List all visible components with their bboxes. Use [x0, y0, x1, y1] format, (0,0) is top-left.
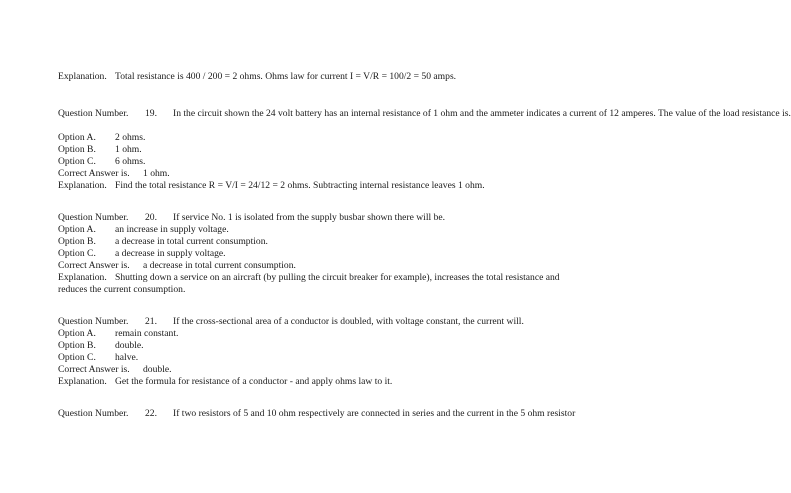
- option-label: Option C.: [58, 248, 96, 259]
- correct-answer-text: double.: [143, 364, 172, 375]
- question-21-option-b: [58, 340, 580, 352]
- explanation-label: Explanation.: [58, 71, 107, 82]
- correct-answer-text: a decrease in total current consumption.: [143, 260, 296, 271]
- question-21-option-a: [58, 328, 580, 340]
- option-text: a decrease in total current consumption.: [115, 236, 268, 247]
- question-number: 19.: [145, 108, 157, 119]
- question-text: In the circuit shown the 24 volt battery has an internal resistance of 1 ohm and the ammeter indicates a current of 12 amperes. The value of the load resistance is.: [173, 108, 791, 119]
- option-text: 2 ohms.: [115, 132, 146, 143]
- option-label: Option A.: [58, 224, 96, 235]
- question-label: Question Number.: [58, 108, 129, 119]
- question-label: Question Number.: [58, 316, 129, 327]
- question-text: If two resistors of 5 and 10 ohm respectively are connected in series and the current in the 5 ohm resistor: [173, 408, 576, 419]
- explanation-label: Explanation.: [58, 180, 107, 191]
- question-label: Question Number.: [58, 408, 129, 419]
- question-19-explanation: [58, 180, 580, 192]
- question-21-explanation: [58, 376, 580, 388]
- correct-answer-text: 1 ohm.: [143, 168, 170, 179]
- option-text: 1 ohm.: [115, 144, 142, 155]
- correct-answer-label: Correct Answer is.: [58, 364, 130, 375]
- option-text: remain constant.: [115, 328, 179, 339]
- question-text: If the cross-sectional area of a conductor is doubled, with voltage constant, the current will.: [173, 316, 524, 327]
- question-20-header: [58, 212, 580, 224]
- question-20-option-a: [58, 224, 580, 236]
- explanation-label: Explanation.: [58, 376, 107, 387]
- option-label: Option B.: [58, 144, 96, 155]
- intro-explanation: [58, 71, 580, 83]
- correct-answer-label: Correct Answer is.: [58, 168, 130, 179]
- question-21-correct-answer: [58, 364, 580, 376]
- option-label: Option C.: [58, 156, 96, 167]
- question-number: 20.: [145, 212, 157, 223]
- question-19-option-c: [58, 156, 580, 168]
- question-number: 21.: [145, 316, 157, 327]
- option-text: a decrease in supply voltage.: [115, 248, 226, 259]
- question-label: Question Number.: [58, 212, 129, 223]
- option-label: Option A.: [58, 132, 96, 143]
- option-text: 6 ohms.: [115, 156, 146, 167]
- question-20-correct-answer: [58, 260, 580, 272]
- option-text: double.: [115, 340, 144, 351]
- question-19-option-b: [58, 144, 580, 156]
- question-number: 22.: [145, 408, 157, 419]
- option-label: Option B.: [58, 236, 96, 247]
- document-page: [58, 0, 791, 493]
- question-21-option-c: [58, 352, 580, 364]
- explanation-text: Get the formula for resistance of a conductor - and apply ohms law to it.: [115, 376, 393, 387]
- explanation-text: Total resistance is 400 / 200 = 2 ohms. Ohms law for current I = V/R = 100/2 = 50 amps.: [115, 71, 457, 82]
- question-20-explanation: [58, 272, 580, 297]
- explanation-label: Explanation.: [58, 272, 107, 283]
- question-21-header: [58, 316, 580, 328]
- question-22-header: [58, 408, 580, 420]
- option-text: halve.: [115, 352, 139, 363]
- option-label: Option B.: [58, 340, 96, 351]
- question-20-option-c: [58, 248, 580, 260]
- option-text: an increase in supply voltage.: [115, 224, 229, 235]
- explanation-text: Find the total resistance R = V/I = 24/12 = 2 ohms. Subtracting internal resistance leaves 1 ohm.: [115, 180, 485, 191]
- question-19-header: [58, 108, 791, 120]
- explanation-text: Shutting down a service on an aircraft (by pulling the circuit breaker for example), increases the total resistance and reduces the current consumption.: [58, 272, 560, 296]
- option-label: Option A.: [58, 328, 96, 339]
- correct-answer-label: Correct Answer is.: [58, 260, 130, 271]
- question-20-option-b: [58, 236, 580, 248]
- question-text: If service No. 1 is isolated from the supply busbar shown there will be.: [173, 212, 446, 223]
- question-19-option-a: [58, 132, 580, 144]
- question-19-correct-answer: [58, 168, 580, 180]
- option-label: Option C.: [58, 352, 96, 363]
